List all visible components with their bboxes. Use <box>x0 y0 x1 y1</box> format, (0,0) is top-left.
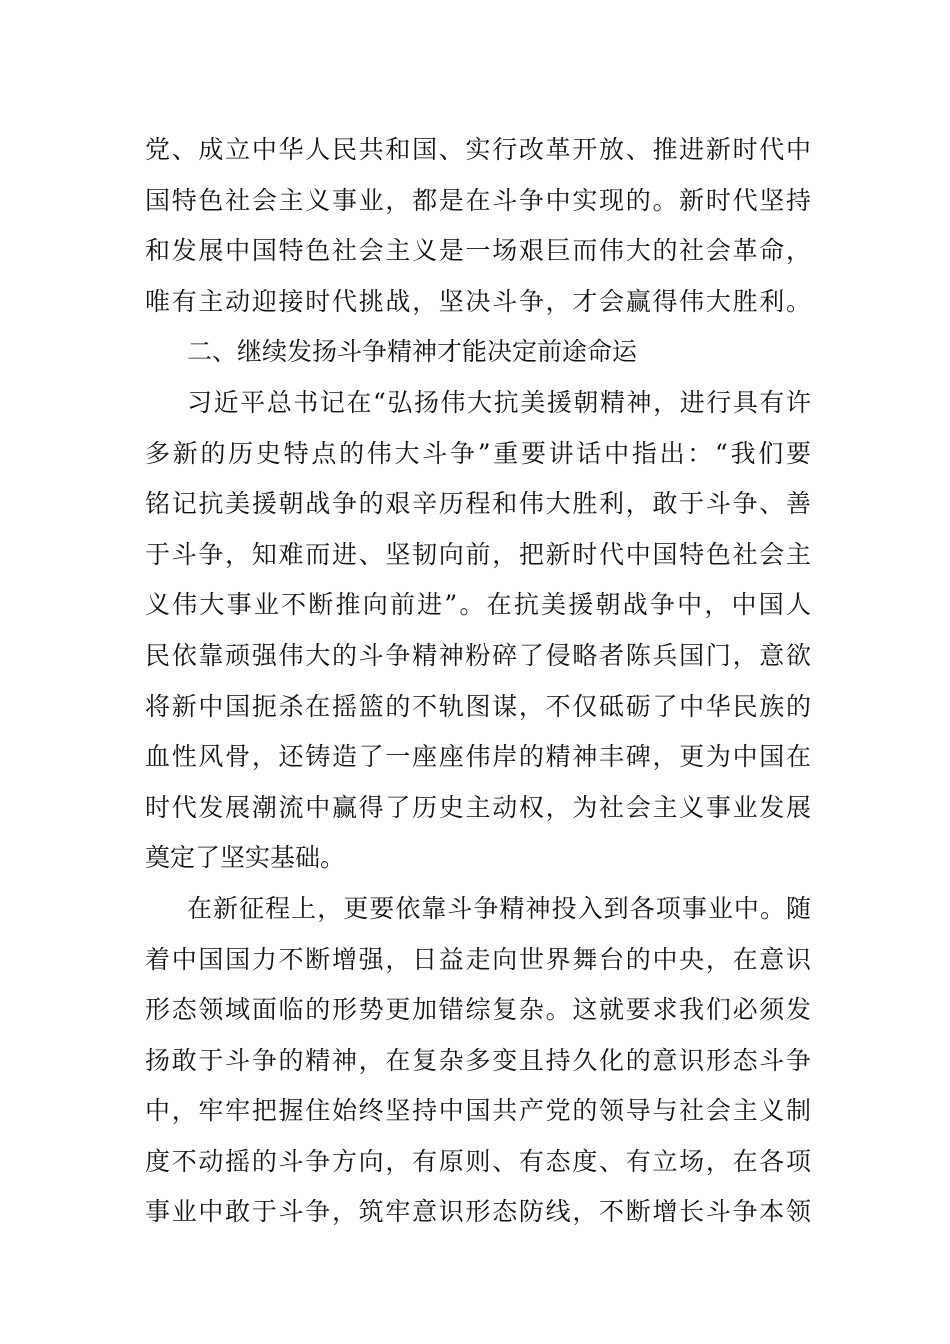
text-line: 党、成立中华人民共和国、实行改革开放、推进新时代中 <box>145 135 811 164</box>
text-line: 多新的历史特点的伟大斗争”重要讲话中指出：“我们要 <box>145 438 811 468</box>
text-line: 和发展中国特色社会主义是一场艰巨而伟大的社会革命， <box>145 236 811 266</box>
text-line: 着中国国力不断增强，日益走向世界舞台的中央，在意识 <box>145 944 811 974</box>
text-line: 事业中敢于斗争，筑牢意识形态防线，不断增长斗争本领 <box>145 1197 811 1227</box>
text-line: 血性风骨，还铸造了一座座伟岸的精神丰碑，更为中国在 <box>145 742 811 772</box>
text-line: 将新中国扼杀在摇篮的不轨图谋，不仅砥砺了中华民族的 <box>145 691 811 721</box>
text-line: 唯有主动迎接时代挑战，坚决斗争，才会赢得伟大胜利。 <box>145 286 811 316</box>
text-line: 奠定了坚实基础。 <box>145 843 346 873</box>
text-line: 习近平总书记在“弘扬伟大抗美援朝精神，进行具有许 <box>187 387 811 417</box>
text-line: 在新征程上，更要依靠斗争精神投入到各项事业中。随 <box>187 893 811 923</box>
text-line: 于斗争，知难而进、坚韧向前，把新时代中国特色社会主 <box>145 539 811 569</box>
text-line: 时代发展潮流中赢得了历史主动权，为社会主义事业发展 <box>145 792 811 822</box>
text-line: 民依靠顽强伟大的斗争精神粉碎了侵略者陈兵国门，意欲 <box>145 640 811 670</box>
section-heading: 二、继续发扬斗争精神才能决定前途命运 <box>187 337 638 367</box>
text-line: 义伟大事业不断推向前进”。在抗美援朝战争中，中国人 <box>145 590 811 620</box>
text-line: 铭记抗美援朝战争的艰辛历程和伟大胜利，敢于斗争、善 <box>145 489 811 519</box>
text-line: 国特色社会主义事业，都是在斗争中实现的。新时代坚持 <box>145 185 811 215</box>
text-line: 扬敢于斗争的精神，在复杂多变且持久化的意识形态斗争 <box>145 1045 811 1075</box>
text-line: 度不动摇的斗争方向，有原则、有态度、有立场，在各项 <box>145 1146 811 1176</box>
text-line: 形态领域面临的形势更加错综复杂。这就要求我们必须发 <box>145 995 811 1025</box>
text-line: 中，牢牢把握住始终坚持中国共产党的领导与社会主义制 <box>145 1096 811 1126</box>
document-body <box>145 125 811 1238</box>
